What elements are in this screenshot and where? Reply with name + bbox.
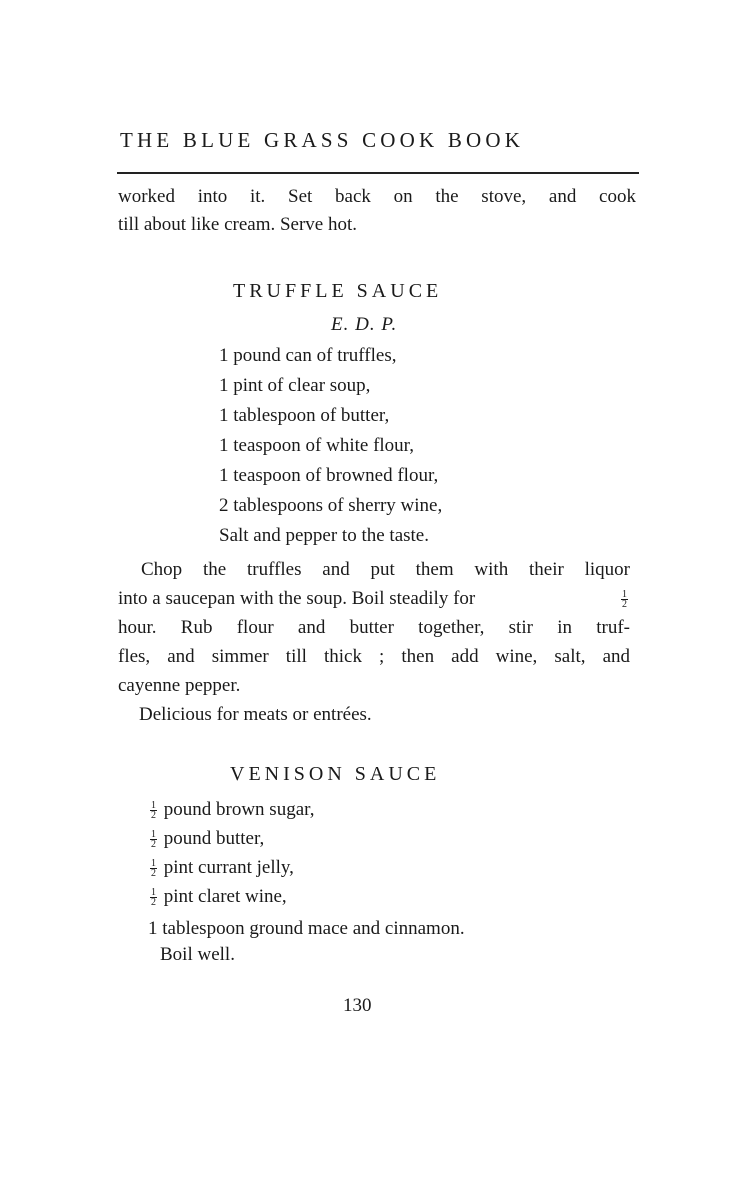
ingredient-line: 1 tablespoon of butter, [219,405,390,426]
method-line: Chop the truffles and put them with their liquor [141,559,630,580]
continuation-line: worked into it. Set back on the stove, and cook [118,186,636,207]
method-line-with-fraction [118,588,630,610]
fraction-half: $\frac{1}{2}$ [151,800,156,822]
ingredient-line: 1 pound can of truffles, [219,345,397,366]
header-rule [117,172,639,174]
fraction-half: $\frac{1}{2}$ [151,887,156,909]
recipe-title-venison-sauce: VENISON SAUCE [230,763,441,785]
recipe-note: Delicious for meats or entrées. [139,704,372,725]
ingredient-line [148,828,264,850]
method-line: fles, and simmer till thick ; then add wine, salt, and [118,646,630,667]
ingredient-line: 1 pint of clear soup, [219,375,371,396]
running-head-title: THE BLUE GRASS COOK BOOK [120,128,525,152]
fraction-half: $\frac{1}{2}$ [151,858,156,880]
ingredient-line: 2 tablespoons of sherry wine, [219,495,443,516]
method-line-text: into a saucepan with the soup. Boil steadily for [118,588,476,609]
recipe-title-truffle-sauce: TRUFFLE SAUCE [233,280,443,302]
method-line: hour. Rub flour and butter together, stir in truf- [118,617,630,638]
ingredient-line: 1 teaspoon of white flour, [219,435,415,456]
recipe-instruction: Boil well. [160,944,235,965]
method-line: cayenne pepper. [118,675,241,696]
continuation-line: till about like cream. Serve hot. [118,214,358,235]
fraction-half: $\frac{1}{2}$ [151,829,156,851]
ingredient-line [148,799,314,821]
recipe-author: E. D. P. [331,314,398,335]
fraction-half: $\frac{1}{2}$ [622,588,627,610]
page-number: 130 [343,995,372,1016]
ingredient-line: 1 teaspoon of browned flour, [219,465,439,486]
ingredient-text: pint currant jelly, [163,857,294,878]
ingredient-text: pint claret wine, [163,886,287,907]
ingredient-text: pound brown sugar, [163,799,315,820]
ingredient-text: pound butter, [163,828,265,849]
ingredient-line: 1 tablespoon ground mace and cinnamon. [148,918,465,939]
ingredient-line [148,886,287,908]
ingredient-line [148,857,294,879]
ingredient-line: Salt and pepper to the taste. [219,525,429,546]
